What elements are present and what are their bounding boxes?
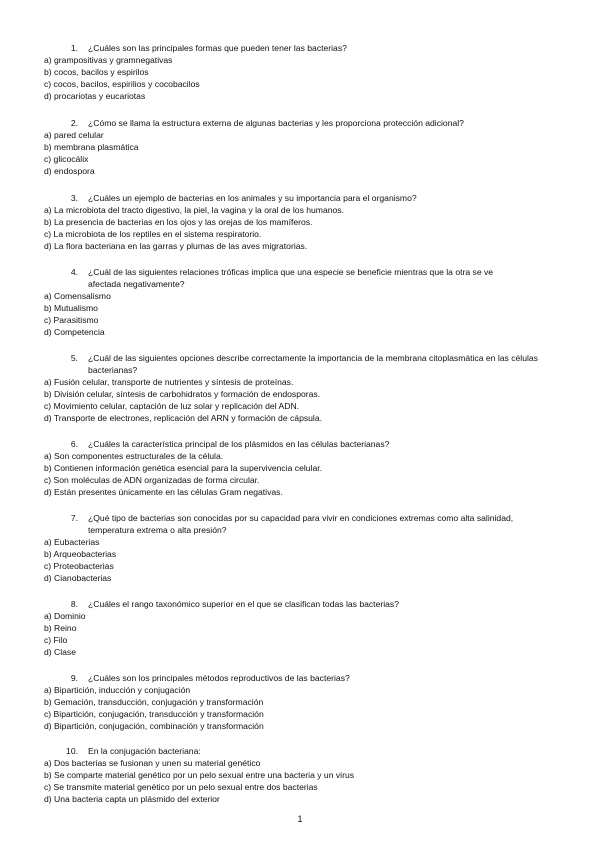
- option-a: a) Bipartición, inducción y conjugación: [44, 685, 191, 695]
- question-text: ¿Cuál de las siguientes relaciones tróficas implica que una especie se beneficie mientras que la otra se ve: [88, 267, 494, 277]
- option-c: c) Filo: [44, 635, 68, 645]
- option-c: c) Se transmite material genético por un pelo sexual entre dos bacterias: [44, 782, 318, 792]
- option-d: d) Cianobacterias: [44, 573, 112, 583]
- question-text: ¿Cuáles son los principales métodos reproductivos de las bacterias?: [88, 673, 350, 683]
- question-3: [44, 192, 564, 204]
- option-b: b) Arqueobacterias: [44, 549, 117, 559]
- question-text-cont: afectada negativamente?: [88, 279, 185, 289]
- option-c: c) Movimiento celular, captación de luz solar y replicación del ADN.: [44, 401, 300, 411]
- option-a: a) Dominio: [44, 611, 86, 621]
- options-5: [44, 376, 564, 424]
- question-number: 2.: [70, 118, 78, 128]
- option-c: c) glicocálix: [44, 154, 89, 164]
- option-d: d) endospora: [44, 166, 95, 176]
- option-c: c) cocos, bacilos, espirilios y cocobacilos: [44, 79, 200, 89]
- options-6: [44, 450, 564, 498]
- option-b: b) cocos, bacilos y espirilos: [44, 67, 149, 77]
- option-d: d) Una bacteria capta un plásmido del exterior: [44, 794, 220, 804]
- options-9: [44, 684, 564, 732]
- question-text: ¿Cuáles la característica principal de los plásmidos en las células bacterianas?: [88, 439, 390, 449]
- options-1: [44, 54, 564, 102]
- option-c: c) Bipartición, conjugación, transducción y transformación: [44, 709, 264, 719]
- options-4: [44, 290, 564, 338]
- question-text: ¿Qué tipo de bacterias son conocidas por su capacidad para vivir en condiciones extremas como alta salinidad,: [88, 513, 514, 523]
- option-c: c) Parasitismo: [44, 315, 99, 325]
- option-d: d) La flora bacteriana en las garras y plumas de las aves migratorias.: [44, 241, 308, 251]
- question-6: [44, 438, 564, 450]
- option-a: a) La microbiota del tracto digestivo, la piel, la vagina y la oral de los humanos.: [44, 205, 344, 215]
- option-d: d) Competencia: [44, 327, 105, 337]
- option-a: a) Fusión celular, transporte de nutrientes y síntesis de proteínas.: [44, 377, 294, 387]
- option-d: d) Transporte de electrones, replicación del ARN y formación de cápsula.: [44, 413, 323, 423]
- option-a: a) grampositivas y gramnegativas: [44, 55, 173, 65]
- question-10: [44, 745, 564, 757]
- page-number: 1: [297, 814, 303, 824]
- options-8: [44, 610, 564, 658]
- question-number: 8.: [70, 599, 78, 609]
- options-2: [44, 129, 564, 177]
- question-5: [44, 352, 564, 376]
- options-3: [44, 204, 564, 252]
- question-text: En la conjugación bacteriana:: [88, 746, 201, 756]
- question-text: ¿Cuáles son las principales formas que pueden tener las bacterias?: [88, 43, 347, 53]
- option-b: b) Se comparte material genético por un pelo sexual entre una bacteria y un virus: [44, 770, 355, 780]
- question-1: [44, 42, 564, 54]
- option-b: b) La presencia de bacterias en los ojos y las orejas de los mamíferos.: [44, 217, 313, 227]
- options-7: [44, 536, 564, 584]
- question-text: ¿Cuáles un ejemplo de bacterias en los animales y su importancia para el organismo?: [88, 193, 417, 203]
- question-number: 6.: [70, 439, 78, 449]
- question-number: 4.: [70, 267, 78, 277]
- option-c: c) Son moléculas de ADN organizadas de forma circular.: [44, 475, 260, 485]
- option-d: d) Clase: [44, 647, 76, 657]
- question-4: [44, 266, 564, 290]
- option-a: a) pared celular: [44, 130, 104, 140]
- question-number: 9.: [70, 673, 78, 683]
- question-number: 1.: [70, 43, 78, 53]
- option-a: a) Dos bacterias se fusionan y unen su material genético: [44, 758, 261, 768]
- question-text-cont: bacterianas?: [88, 365, 138, 375]
- question-2: [44, 117, 564, 129]
- option-a: a) Eubacterias: [44, 537, 100, 547]
- question-number: 5.: [70, 353, 78, 363]
- option-d: d) Están presentes únicamente en las células Gram negativas.: [44, 487, 283, 497]
- option-b: b) Gemación, transducción, conjugación y transformación: [44, 697, 264, 707]
- option-d: d) procariotas y eucariotas: [44, 91, 146, 101]
- option-c: c) Proteobacterias: [44, 561, 114, 571]
- question-8: [44, 598, 564, 610]
- question-text: ¿Cuál de las siguientes opciones describe correctamente la importancia de la membrana citoplasmática en las células: [88, 353, 538, 363]
- option-b: b) División celular, síntesis de carbohidratos y formación de endosporas.: [44, 389, 321, 399]
- options-10: [44, 757, 564, 805]
- option-b: b) membrana plasmática: [44, 142, 139, 152]
- option-b: b) Mutualismo: [44, 303, 98, 313]
- question-7: [44, 512, 564, 536]
- question-text: ¿Cuáles el rango taxonómico superior en el que se clasifican todas las bacterias?: [88, 599, 399, 609]
- option-d: d) Bipartición, conjugación, combinación y transformación: [44, 721, 264, 731]
- question-9: [44, 672, 564, 684]
- question-number: 7.: [70, 513, 78, 523]
- option-c: c) La microbiota de los reptiles en el sistema respiratorio.: [44, 229, 262, 239]
- option-a: a) Son componentes estructurales de la célula.: [44, 451, 224, 461]
- question-number: 10.: [66, 746, 78, 756]
- option-b: b) Reino: [44, 623, 77, 633]
- question-text: ¿Cómo se llama la estructura externa de algunas bacterias y les proporciona protección adicional?: [88, 118, 464, 128]
- question-text-cont: temperatura extrema o alta presión?: [88, 525, 227, 535]
- question-number: 3.: [70, 193, 78, 203]
- option-b: b) Contienen información genética esencial para la supervivencia celular.: [44, 463, 323, 473]
- option-a: a) Comensalismo: [44, 291, 111, 301]
